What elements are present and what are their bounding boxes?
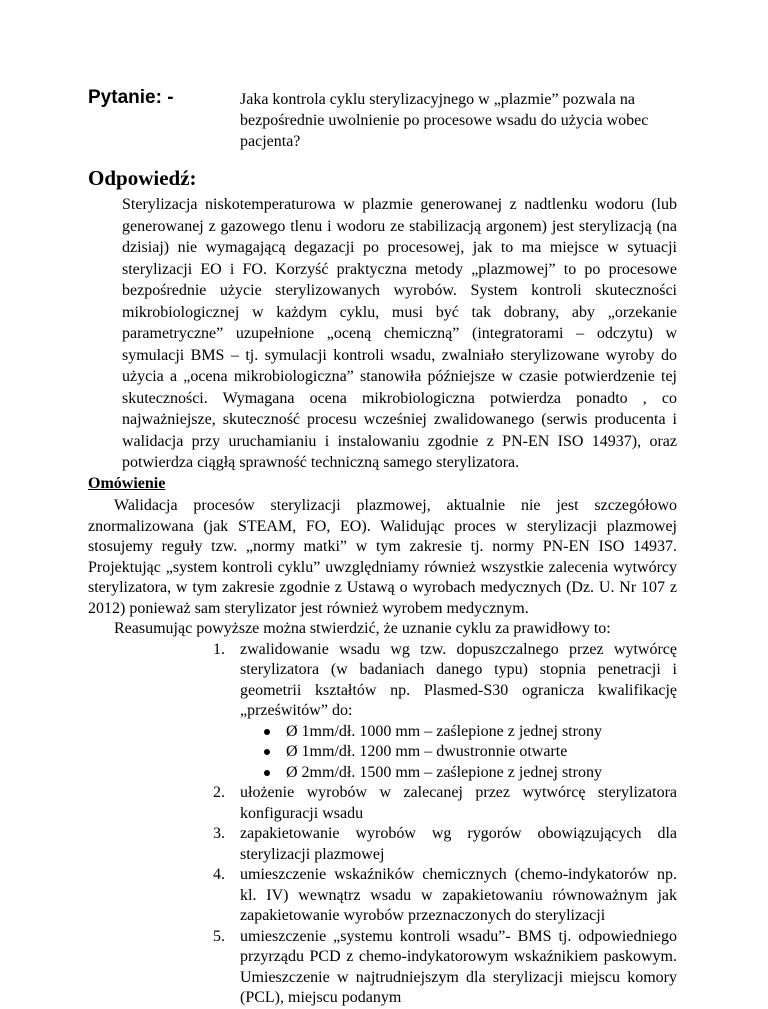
bullet-item — [240, 763, 677, 784]
list-item — [88, 927, 677, 1009]
list-item-number: 5. — [213, 927, 225, 945]
bullet-icon — [264, 729, 270, 735]
bullet-text: Ø 2mm/dł. 1500 mm – zaślepione z jednej strony — [286, 763, 602, 781]
list-item-number: 2. — [213, 784, 225, 801]
bullet-text: Ø 1mm/dł. 1000 mm – zaślepione z jednej strony — [286, 722, 602, 740]
discussion-paragraph-1: Walidacja procesów sterylizacji plazmowej, aktualnie nie jest szczegółowo znormalizowana (jak STEAM, FO, EO). Walidując proces w sterylizacji plazmowej stosujemy reguły tzw. „normy matki” w tym zakresie tj. normy PN-EN ISO 14937. Projektując „system kontroli cyklu” uwzględniamy również wszystkie zalecenia wytwórcy sterylizatora, w tym zakresie zgodnie z Ustawą o wyrobach medycznych (Dz. U. Nr 107 z 2012) ponieważ sam sterylizator jest również wyrobem medycznym. — [88, 497, 677, 617]
bullet-text: Ø 1mm/dł. 1200 mm – dwustronnie otwarte — [286, 743, 568, 760]
question-label: Pytanie: - — [88, 87, 174, 108]
list-item — [88, 824, 677, 865]
list-item-text: ułożenie wyrobów w zalecanej przez wytwórcę sterylizatora konfiguracji wsadu — [240, 784, 677, 822]
bullet-list — [240, 722, 677, 784]
discussion-paragraph-2: Reasumując powyższe można stwierdzić, że uznanie cyklu za prawidłowy to: — [114, 620, 611, 637]
steps-list — [88, 640, 677, 1009]
list-item — [88, 783, 677, 824]
discussion-body — [88, 496, 677, 1009]
list-item — [88, 865, 677, 927]
question-text: Jaka kontrola cyklu sterylizacyjnego w „plazmie” pozwala na bezpośrednie uwolnienie po procesowe wsadu do użycia wobec pacjenta? — [240, 91, 649, 150]
list-item-number: 3. — [213, 825, 225, 842]
bullet-item — [240, 742, 677, 763]
answer-paragraph: Sterylizacja niskotemperaturowa w plazmie generowanej z nadtlenku wodoru (lub generowanej z gazowego tlenu i wodoru ze stabilizacją argonem) jest sterylizacją (na dzisiaj) nie wymagającą degazacji po procesowej, jak to ma miejsce w sytuacji sterylizacji EO i FO. Korzyść praktyczna metody „plazmowej” to po procesowe bezpośrednie użycie sterylizowanych wyrobów. System kontroli skuteczności mikrobiologicznej w każdym cyklu, musi być tak dobrany, aby „orzekanie parametryczne” uzupełnione „oceną chemiczną” (integratorami – odczytu) w symulacji BMS – tj. symulacji kontroli wsadu, zwalniało sterylizowane wyroby do użycia a „ocena mikrobiologiczna” stanowiła późniejsze w czasie potwierdzenie tej skuteczności. Wymagana ocena mikrobiologiczna potwierdza ponadto , co najważniejsze, skuteczność procesu wcześniej zwalidowanego (serwis producenta i walidacja przy uruchamianiu i instalowaniu zgodnie z PN-EN ISO 14937), oraz potwierdza ciągłą sprawność techniczną samego sterylizatora. — [122, 196, 677, 471]
list-item — [88, 640, 677, 784]
list-item-text: umieszczenie wskaźników chemicznych (chemo-indykatorów np. kl. IV) wewnątrz wsadu w zapakietowaniu równoważnym jak zapakietowanie wyrobów przeznaczonych do sterylizacji — [240, 866, 677, 924]
list-item-text: umieszczenie „systemu kontroli wsadu”- BMS tj. odpowiedniego przyrządu PCD z chemo-indykatorowym wskaźnikiem paskowym. Umieszczenie w najtrudniejszym dla sterylizacji miejscu komory (PCL), miejscu podanym — [240, 927, 677, 1006]
answer-title: Odpowiedź: — [88, 166, 197, 190]
discussion-title: Omówienie — [88, 475, 166, 492]
answer-body — [122, 194, 677, 474]
list-item-text: zwalidowanie wsadu wg tzw. dopuszczalnego przez wytwórcę sterylizatora (w badaniach danego typu) stopnia penetracji i geometrii kształtów np. Plasmed-S30 ogranicza kwalifikację „prześwitów” do: — [240, 640, 677, 719]
bullet-icon — [264, 749, 270, 755]
list-item-number: 4. — [213, 866, 225, 883]
list-item-number: 1. — [213, 640, 225, 658]
list-item-text: zapakietowanie wyrobów wg rygorów obowiązujących dla sterylizacji plazmowej — [240, 825, 677, 863]
bullet-icon — [264, 770, 270, 776]
bullet-item — [240, 722, 677, 743]
